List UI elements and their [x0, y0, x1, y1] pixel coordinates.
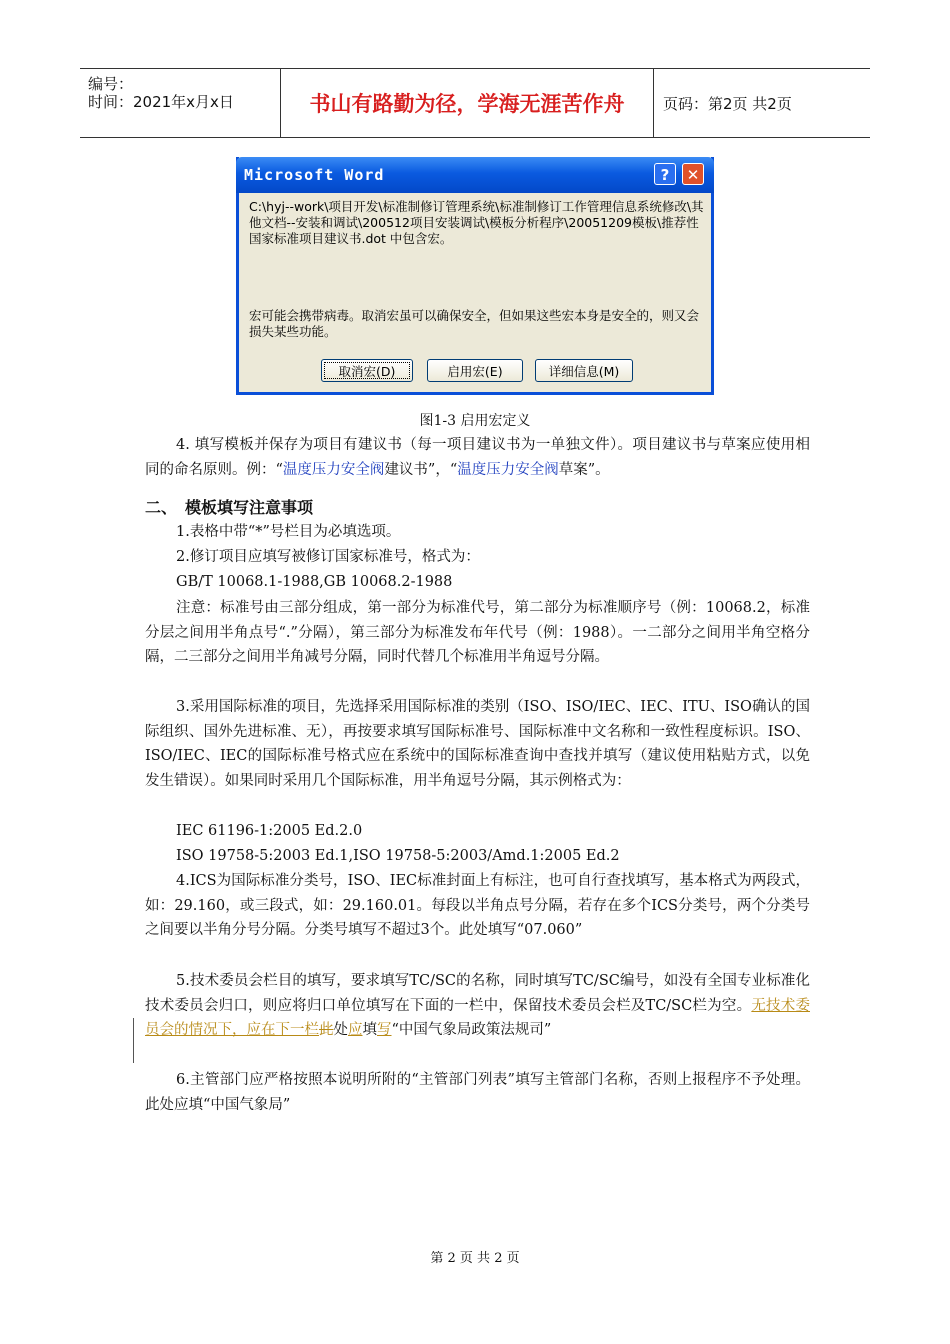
- page-footer: 第 2 页 共 2 页: [430, 1251, 520, 1266]
- section-title: 二、 模板填写注意事项: [145, 498, 314, 517]
- dialog-message-warning: 宏可能会携带病毒。取消宏虽可以确保安全，但如果这些宏本身是安全的，则又会损失某些功能。: [249, 308, 700, 339]
- step-4-example-link-2: 温度压力安全阀: [457, 461, 559, 478]
- tracked-insertion-3: 写: [377, 1022, 392, 1038]
- page-header: [80, 68, 870, 138]
- item-3-example-1: IEC 61196-1:2005 Ed.2.0: [176, 823, 363, 839]
- dialog-title-bar[interactable]: [236, 157, 714, 193]
- time-label: 时间：2021年x月x日: [88, 93, 234, 111]
- disable-macros-button[interactable]: 取消宏(D): [321, 359, 413, 382]
- item-5-text-h: “中国气象局政策法规司”: [391, 1022, 552, 1038]
- header-motto: 书山有路勤为径，学海无涯苦作舟: [281, 69, 654, 137]
- number-label: 编号：: [88, 75, 134, 93]
- change-bar: [133, 1018, 134, 1063]
- item-3: 3.采用国际标准的项目，先选择采用国际标准的类别（ISO、ISO/IEC、IEC、ITU、ISO确认的国际组织、国外先进标准、无），再按要求填写国际标准号、国际标准中文名称和一致性程度标识。ISO、ISO/IEC、IEC的国际标准号格式应在系统中的国际标准查询中查找并填写（建议使用粘贴方式，以免发生错误）。如果同时采用几个国际标准，用半角逗号分隔，其示例格式为：: [145, 699, 810, 789]
- step-4-example-link-1: 温度压力安全阀: [282, 461, 385, 478]
- item-2-example: GB/T 10068.1-1988,GB 10068.2-1988: [176, 574, 453, 590]
- tracked-insertion-1: 无技术委员会的情况下，应在下一栏: [145, 997, 810, 1038]
- close-icon[interactable]: ✕: [682, 163, 704, 185]
- header-meta-cell: [80, 69, 281, 137]
- item-1: 1.表格中带“*”号栏目为必填选项。: [176, 524, 401, 540]
- item-4: 4.ICS为国际标准分类号，ISO、IEC标准封面上有标注，也可自行查找填写，基本格式为两段式，如：29.160，或三段式，如：29.160.01。每段以半角点号分隔，若存在多个ICS分类号，两个分类号之间要以半角分号分隔。分类号填写不超过3个。此处填写“07.060”: [145, 873, 810, 938]
- tracked-deletion-1: 此: [319, 1022, 334, 1038]
- help-icon[interactable]: ?: [654, 163, 676, 185]
- item-2: 2.修订项目应填写被修订国家标准号，格式为：: [176, 549, 480, 565]
- more-info-button[interactable]: 详细信息(M): [535, 359, 633, 382]
- dialog-title: Microsoft Word: [244, 166, 385, 184]
- step-4-text-a: 4. 填写模板并保存为项目有建议书（每一项目建议书为一单独文件）。项目建议书与草案应使用相同的命名原则。例：“: [145, 437, 810, 478]
- macro-warning-dialog: [236, 157, 714, 395]
- item-5-text-d: 处: [333, 1022, 348, 1038]
- step-4-paragraph: [145, 433, 810, 482]
- item-5: [145, 969, 810, 1043]
- item-6: 6.主管部门应严格按照本说明所附的“主管部门列表”填写主管部门名称，否则上报程序不予处理。此处应填“中国气象局”: [145, 1072, 810, 1113]
- item-5-text: 5.技术委员会栏目的填写，要求填写TC/SC的名称，同时填写TC/SC编号，如没有全国专业标准化技术委员会归口，则应将归口单位填写在下面的一栏中，保留技术委员会栏及TC/SC栏为空。: [145, 973, 810, 1014]
- figure-caption: 图1-3 启用宏定义: [419, 413, 531, 429]
- header-page-label: 页码：第2页 共2页: [663, 94, 792, 113]
- step-4-text-c: 建议书”，“: [384, 461, 458, 478]
- item-3-example-2: ISO 19758-5:2003 Ed.1,ISO 19758-5:2003/Amd.1:2005 Ed.2: [176, 848, 620, 864]
- tracked-insertion-2: 应: [348, 1022, 363, 1038]
- step-4-text-e: 草案”。: [558, 461, 610, 478]
- item-2-note: 注意：标准号由三部分组成，第一部分为标准代号，第二部分为标准顺序号（例：10068.2，标准分层之间用半角点号“.”分隔），第三部分为标准发布年代号（例：1988）。一二部分之间用半角空格分隔，二三部分之间用半角减号分隔，同时代替几个标准用半角逗号分隔。: [145, 600, 810, 665]
- item-5-text-f: 填: [362, 1022, 377, 1038]
- enable-macros-button[interactable]: 启用宏(E): [427, 359, 523, 382]
- dialog-message-path: C:\hyj--work\项目开发\标准制修订管理系统\标准制修订工作管理信息系统修改\其他文档--安装和调试\200512项目安装调试\模板分析程序\20051209模板\推荐性国家标准项目建议书.dot 中包含宏。: [249, 199, 704, 246]
